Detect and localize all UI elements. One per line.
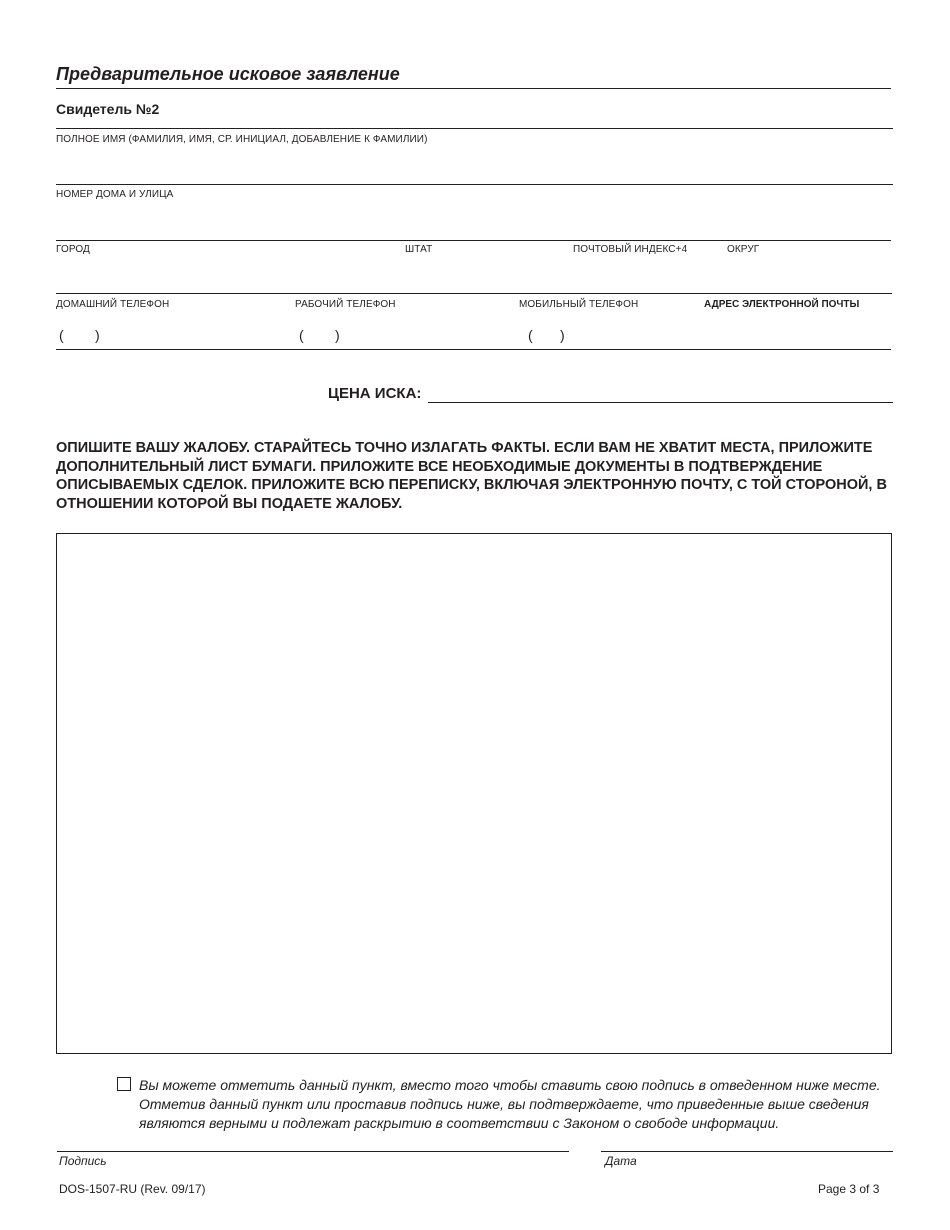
- signature-label: Подпись: [59, 1154, 107, 1168]
- date-rule: [601, 1151, 893, 1152]
- claim-amount-label: ЦЕНА ИСКА:: [328, 385, 422, 402]
- signature-input[interactable]: [59, 1130, 564, 1148]
- home-area-code-input[interactable]: [66, 327, 94, 345]
- title-rule: [56, 88, 891, 89]
- page-number: Page 3 of 3: [818, 1182, 880, 1196]
- state-input[interactable]: [405, 266, 565, 288]
- city-label: ГОРОД: [56, 244, 90, 255]
- date-label: Дата: [605, 1154, 637, 1168]
- date-input[interactable]: [604, 1130, 889, 1148]
- mobile-phone-input[interactable]: [571, 327, 696, 345]
- work-area-code-input[interactable]: [306, 327, 334, 345]
- section-rule: [56, 128, 893, 129]
- attestation-checkbox[interactable]: [117, 1077, 131, 1091]
- county-label: ОКРУГ: [727, 244, 760, 255]
- home-phone-label: ДОМАШНИЙ ТЕЛЕФОН: [56, 299, 170, 310]
- work-phone-paren-open: (: [299, 327, 304, 343]
- work-phone-label: РАБОЧИЙ ТЕЛЕФОН: [295, 299, 396, 310]
- mobile-phone-label: МОБИЛЬНЫЙ ТЕЛЕФОН: [519, 299, 639, 310]
- home-phone-paren-open: (: [59, 327, 64, 343]
- email-label: АДРЕС ЭЛЕКТРОННОЙ ПОЧТЫ: [704, 299, 860, 310]
- street-label: НОМЕР ДОМА И УЛИЦА: [56, 189, 174, 200]
- city-input[interactable]: [58, 266, 393, 288]
- section-title: Свидетель №2: [56, 101, 160, 117]
- form-id: DOS-1507-RU (Rev. 09/17): [59, 1182, 206, 1196]
- complaint-instructions: ОПИШИТЕ ВАШУ ЖАЛОБУ. СТАРАЙТЕСЬ ТОЧНО ИЗЛАГАТЬ ФАКТЫ. ЕСЛИ ВАМ НЕ ХВАТИТ МЕСТА, ПРИЛОЖИТЕ ДОПОЛНИТЕЛЬНЫЙ ЛИСТ БУМАГИ. ПРИЛОЖИТЕ ВСЕ НЕОБХОДИМЫЕ ДОКУМЕНТЫ В ПОДТВЕРЖДЕНИЕ ОПИСЫВАЕМЫХ СДЕЛОК. ПРИЛОЖИТЕ ВСЮ ПЕРЕПИСКУ, ВКЛЮЧАЯ ЭЛЕКТРОННУЮ ПОЧТУ, С ТОЙ СТОРОНОЙ, В ОТНОШЕНИИ КОТОРОЙ ВЫ ПОДАЕТЕ ЖАЛОБУ.: [56, 440, 887, 512]
- attestation-text: Вы можете отметить данный пункт, вместо того чтобы ставить свою подпись в отведенном ниже месте. Отметив данный пункт или проставив подпись ниже, вы подтверждаете, что приведенные выше сведения являются верными и подлежат раскрытию в соответствии с Законом о свободе информации.: [139, 1077, 881, 1131]
- street-input[interactable]: [58, 213, 888, 235]
- home-phone-input[interactable]: [106, 327, 286, 345]
- state-label: ШТАТ: [405, 244, 433, 255]
- home-phone-paren-close: ): [95, 327, 100, 343]
- full-name-input[interactable]: [58, 158, 888, 180]
- work-phone-input[interactable]: [346, 327, 511, 345]
- zip-label: ПОЧТОВЫЙ ИНДЕКС+4: [573, 244, 688, 255]
- complaint-textarea[interactable]: [56, 533, 892, 1054]
- work-phone-paren-close: ): [335, 327, 340, 343]
- mobile-phone-paren-open: (: [528, 327, 533, 343]
- claim-amount-input[interactable]: [430, 384, 890, 402]
- mobile-area-code-input[interactable]: [535, 327, 559, 345]
- page-title: Предварительное исковое заявление: [56, 64, 400, 84]
- zip-input[interactable]: [573, 266, 718, 288]
- street-rule: [56, 240, 891, 241]
- claim-amount-rule: [428, 402, 893, 403]
- email-input[interactable]: [704, 327, 889, 345]
- phone-rule: [56, 349, 891, 350]
- full-name-rule: [56, 184, 893, 185]
- city-rule: [56, 293, 892, 294]
- full-name-label: ПОЛНОЕ ИМЯ (ФАМИЛИЯ, ИМЯ, СР. ИНИЦИАЛ, ДОБАВЛЕНИЕ К ФАМИЛИИ): [56, 134, 428, 145]
- signature-rule: [57, 1151, 569, 1152]
- county-input[interactable]: [727, 266, 887, 288]
- mobile-phone-paren-close: ): [560, 327, 565, 343]
